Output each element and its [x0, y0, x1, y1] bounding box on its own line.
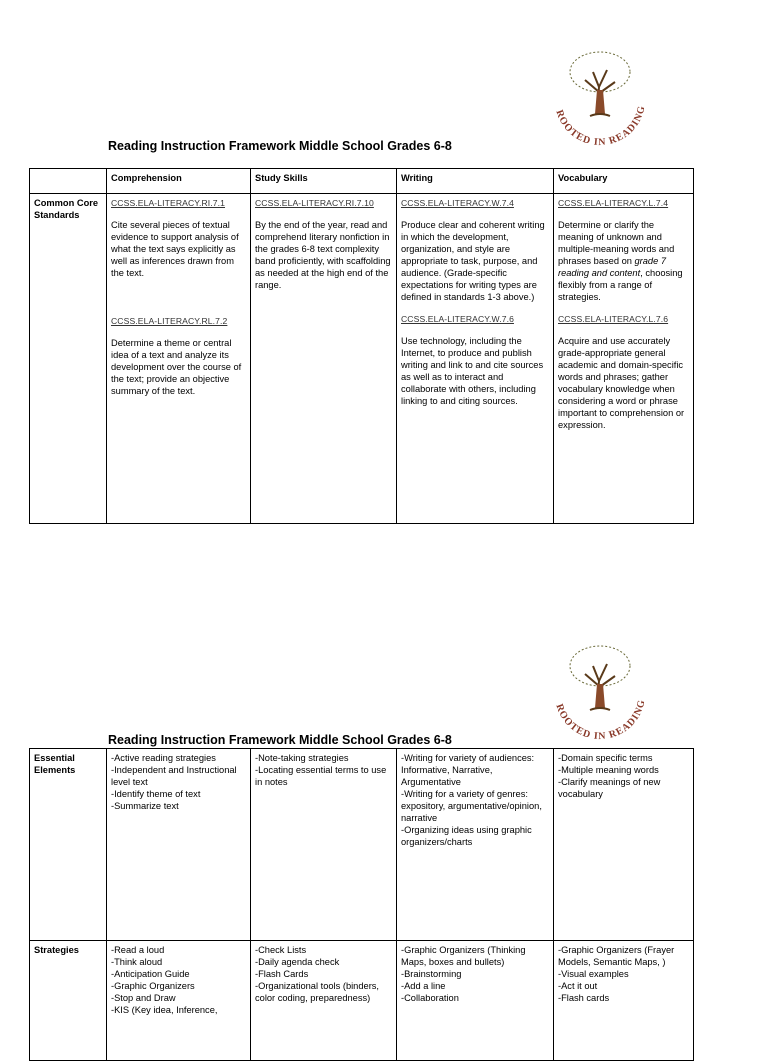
- header-comprehension: Comprehension: [107, 169, 251, 194]
- standard-text: Determine a theme or central idea of a text and analyze its development over the course of the text; provide an objective summary of the text.: [111, 338, 242, 396]
- tree-icon: [570, 646, 630, 710]
- header-study-skills: Study Skills: [251, 169, 397, 194]
- header-writing: Writing: [397, 169, 554, 194]
- table-header-row: [30, 169, 694, 194]
- cell-comprehension: -Read a loud -Think aloud -Anticipation Guide -Graphic Organizers -Stop and Draw -KIS (Key idea, Inference,: [107, 941, 251, 1061]
- standard-link[interactable]: CCSS.ELA-LITERACY.RL.7.2: [111, 316, 228, 326]
- page-title: Reading Instruction Framework Middle School Grades 6-8: [108, 139, 452, 153]
- row-label-strategies: Strategies: [30, 941, 107, 1061]
- standard-text: By the end of the year, read and comprehend literary nonfiction in the grades 6-8 text complexity band proficiently, with scaffolding as needed at the high end of the range.: [255, 220, 391, 290]
- cell-study-skills: -Check Lists -Daily agenda check -Flash Cards -Organizational tools (binders, color coding, preparedness): [251, 941, 397, 1061]
- standard-text: Use technology, including the Internet, to produce and publish writing and link to and cite sources as well as to interact and collaborate with others, including linking to and citing sources.: [401, 336, 544, 406]
- cell-vocabulary: -Domain specific terms -Multiple meaning words -Clarify meanings of new vocabulary: [554, 749, 694, 941]
- cell-writing: [397, 194, 554, 524]
- cell-vocabulary: [554, 194, 694, 524]
- cell-comprehension: [107, 194, 251, 524]
- table-row: [30, 941, 694, 1061]
- standard-link[interactable]: CCSS.ELA-LITERACY.RI.7.1: [111, 198, 226, 208]
- elements-table: [29, 748, 694, 1061]
- standard-link[interactable]: CCSS.ELA-LITERACY.RI.7.10: [255, 198, 374, 208]
- svg-text:ROOTED IN READING: ROOTED IN READING: [553, 104, 648, 149]
- header-empty: [30, 169, 107, 194]
- tree-icon: [570, 52, 630, 116]
- standard-text: Produce clear and coherent writing in which the development, organization, and style are appropriate to task, purpose, and audience. (Grade-specific expectations for writing types are defined in standards 1-3 above.): [401, 220, 545, 302]
- table-row: [30, 194, 694, 524]
- cell-study-skills: [251, 194, 397, 524]
- standard-link[interactable]: CCSS.ELA-LITERACY.L.7.4: [558, 198, 669, 208]
- page-title: Reading Instruction Framework Middle School Grades 6-8: [108, 733, 452, 747]
- cell-comprehension: -Active reading strategies -Independent and Instructional level text -Identify theme of text -Summarize text: [107, 749, 251, 941]
- cell-study-skills: -Note-taking strategies -Locating essential terms to use in notes: [251, 749, 397, 941]
- standards-table: [29, 168, 694, 524]
- standard-text: Determine or clarify the meaning of unknown and multiple-meaning words and phrases based on grade 7 reading and content, choosing flexibly from a range of strategies.: [558, 220, 683, 302]
- rooted-in-reading-logo: [545, 42, 655, 152]
- cell-writing: -Graphic Organizers (Thinking Maps, boxes and bullets) -Brainstorming -Add a line -Collaboration: [397, 941, 554, 1061]
- header-vocabulary: Vocabulary: [554, 169, 694, 194]
- standard-link[interactable]: CCSS.ELA-LITERACY.L.7.6: [558, 314, 669, 324]
- row-label-common-core: Common Core Standards: [30, 194, 107, 524]
- table-row: [30, 749, 694, 941]
- row-label-essential-elements: Essential Elements: [30, 749, 107, 941]
- standard-text: Acquire and use accurately grade-appropriate general academic and domain-specific words and phrases; gather vocabulary knowledge when considering a word or phrase important to comprehension or expression.: [558, 336, 685, 430]
- standard-link[interactable]: CCSS.ELA-LITERACY.W.7.4: [401, 198, 514, 208]
- cell-writing: -Writing for variety of audiences: Informative, Narrative, Argumentative -Writing for a variety of genres: expository, argumentative/opinion, narrative -Organizing ideas using graphic organizers/charts: [397, 749, 554, 941]
- cell-vocabulary: -Graphic Organizers (Frayer Models, Semantic Maps, ) -Visual examples -Act it out -Flash cards: [554, 941, 694, 1061]
- rooted-in-reading-logo: [545, 636, 655, 746]
- svg-text:ROOTED IN READING: ROOTED IN READING: [553, 698, 648, 743]
- standard-text: Cite several pieces of textual evidence to support analysis of what the text says explicitly as well as inferences drawn from the text.: [111, 220, 239, 278]
- standard-link[interactable]: CCSS.ELA-LITERACY.W.7.6: [401, 314, 514, 324]
